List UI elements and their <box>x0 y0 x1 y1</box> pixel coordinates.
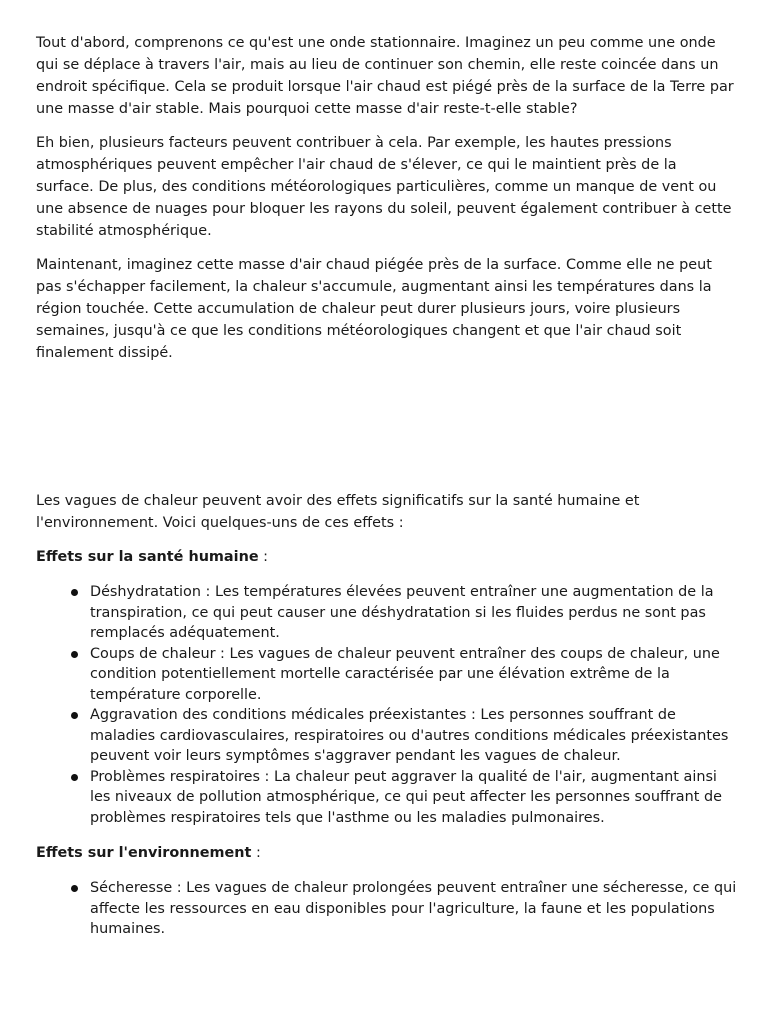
heading-environment-effects-suffix: : <box>251 845 261 861</box>
list-item <box>36 582 740 644</box>
paragraph-standing-wave: Tout d'abord, comprenons ce qu'est une onde stationnaire. Imaginez un peu comme une onde qui se déplace à travers l'air, mais au lieu de continuer son chemin, elle reste coincée dans un endroit spécifique. Cela se produit lorsque l'air chaud est piégé près de la surface de la Terre par une masse d'air stable. Mais pourquoi cette masse d'air reste-t-elle stable? <box>36 35 734 117</box>
bullet-icon <box>71 774 78 781</box>
heading-health-effects-label: Effets sur la santé humaine <box>36 549 259 565</box>
list-item-text: Sécheresse : Les vagues de chaleur prolongées peuvent entraîner une sécheresse, ce qui affecte les ressources en eau disponibles pour l'agriculture, la faune et les populations humaines. <box>90 880 737 937</box>
paragraph-heat-accumulation: Maintenant, imaginez cette masse d'air chaud piégée près de la surface. Comme elle ne peut pas s'échapper facilement, la chaleur s'accumule, augmentant ainsi les températures dans la région touchée. Cette accumulation de chaleur peut durer plusieurs jours, voire plusieurs semaines, jusqu'à ce que les conditions météorologiques changent et que l'air chaud soit finalement dissipé. <box>36 257 712 361</box>
bullet-icon <box>71 712 78 719</box>
heading-health-effects-suffix: : <box>258 549 269 565</box>
bullet-icon <box>71 589 78 596</box>
paragraph-effects-intro: Les vagues de chaleur peuvent avoir des effets significatifs sur la santé humaine et l'environnement. Voici quelques-uns de ces effets : <box>36 493 640 531</box>
list-item <box>36 644 740 706</box>
list-item-text: Problèmes respiratoires : La chaleur peut aggraver la qualité de l'air, augmentant ainsi les niveaux de pollution atmosphérique, ce qui peut affecter les personnes souffrant de problèmes respiratoires tels que l'asthme ou les maladies pulmonaires. <box>90 768 722 826</box>
bullet-icon <box>71 885 78 892</box>
list-item <box>36 878 740 940</box>
paragraph-stability-factors: Eh bien, plusieurs facteurs peuvent contribuer à cela. Par exemple, les hautes pressions atmosphériques peuvent empêcher l'air chaud de s'élever, ce qui le maintient près de la surface. De plus, des conditions météorologiques particulières, comme un manque de vent ou une absence de nuages pour bloquer les rayons du soleil, peuvent également contribuer à cette stabilité atmosphérique. <box>36 135 732 239</box>
bullet-icon <box>71 651 78 658</box>
heading-environment-effects <box>36 842 732 864</box>
heading-environment-effects-label: Effets sur l'environnement <box>36 845 252 861</box>
environment-effects-list <box>36 878 737 940</box>
blank-gap <box>36 376 732 490</box>
list-item <box>36 767 740 829</box>
list-item <box>36 705 740 767</box>
health-effects-list <box>36 582 732 828</box>
list-item-text: Déshydratation : Les températures élevées peuvent entraîner une augmentation de la transpiration, ce qui peut causer une déshydratation si les fluides perdus ne sont pas remplacés adéquatement. <box>90 584 714 641</box>
heading-health-effects <box>36 546 732 568</box>
list-item-text: Coups de chaleur : Les vagues de chaleur peuvent entraîner des coups de chaleur, une condition potentiellement mortelle caractérisée par une élévation extrême de la température corporelle. <box>90 645 720 703</box>
list-item-text: Aggravation des conditions médicales préexistantes : Les personnes souffrant de maladies cardiovasculaires, respiratoires ou d'autres conditions médicales préexistantes peuvent voir leurs symptômes s'aggraver pendant les vagues de chaleur. <box>90 707 729 764</box>
